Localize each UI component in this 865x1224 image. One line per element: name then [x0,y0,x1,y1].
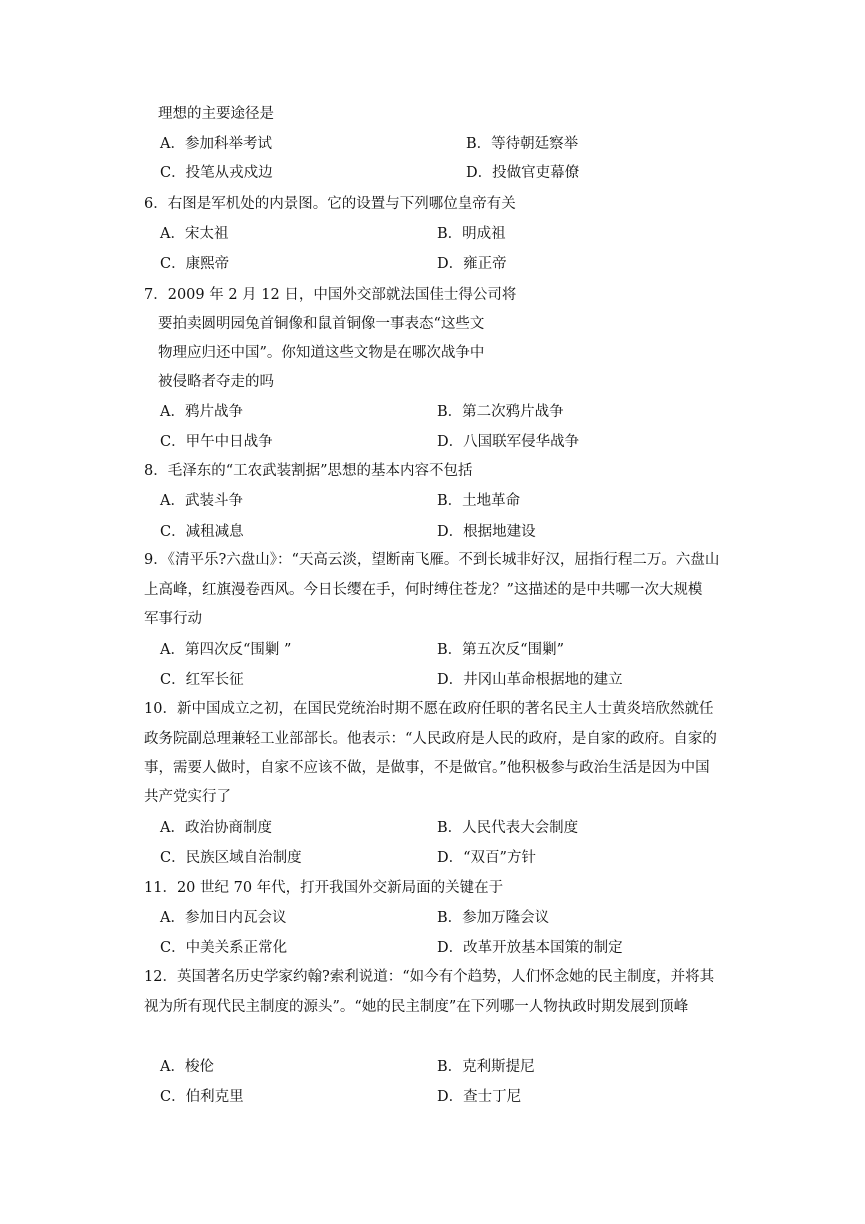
q12-option-c[interactable]: C．伯利克里 [160,1089,244,1105]
q7-option-d[interactable]: D．八国联军侵华战争 [437,434,580,450]
q7-stem-line: 7．2009 年 2 月 12 日，中国外交部就法国佳士得公司将 [144,287,517,303]
q12-stem-line: 12．英国著名历史学家约翰?索利说道：“如今有个趋势，人们怀念她的民主制度，并将其 [144,969,715,985]
q7-stem-line: 被侵略者夺走的吗 [158,374,274,390]
q10-option-b[interactable]: B．人民代表大会制度 [437,820,579,836]
q12-option-a[interactable]: A．梭伦 [160,1059,214,1075]
q12-option-d[interactable]: D．查士丁尼 [437,1089,522,1105]
q5-option-a[interactable]: A．参加科举考试 [160,136,272,152]
q11-stem: 11．20 世纪 70 年代，打开我国外交新局面的关键在于 [144,880,504,896]
q9-stem-line: 9．《清平乐?六盘山》：“天高云淡，望断南飞雁。不到长城非好汉，屈指行程二万。六盘山 [144,552,720,568]
q8-option-c[interactable]: C．减租减息 [160,524,244,540]
q10-stem-line: 10．新中国成立之初，在国民党统治时期不愿在政府任职的著名民主人士黄炎培欣然就任 [144,701,714,717]
q11-option-c[interactable]: C．中美关系正常化 [160,940,288,956]
q11-option-d[interactable]: D．改革开放基本国策的制定 [437,940,623,956]
q8-stem: 8．毛泽东的“工农武装割据”思想的基本内容不包括 [144,463,473,479]
q6-stem: 6．右图是军机处的内景图。它的设置与下列哪位皇帝有关 [144,196,516,212]
q8-option-b[interactable]: B．土地革命 [437,493,521,509]
q7-option-c[interactable]: C．甲午中日战争 [160,434,273,450]
q7-option-b[interactable]: B．第二次鸦片战争 [437,404,564,420]
q9-option-b[interactable]: B．第五次反“围剿” [437,642,564,658]
q7-option-a[interactable]: A．鸦片战争 [160,404,243,420]
q9-stem-line: 上高峰，红旗漫卷西风。今日长缨在手，何时缚住苍龙？”这描述的是中共哪一次大规模 [144,582,703,598]
q9-stem-line: 军事行动 [144,611,202,627]
q11-option-b[interactable]: B．参加万隆会议 [437,910,550,926]
q9-option-c[interactable]: C．红军长征 [160,672,244,688]
q8-option-d[interactable]: D．根据地建设 [437,524,536,540]
q5-option-c[interactable]: C．投笔从戎戍边 [160,165,273,181]
q6-option-d[interactable]: D．雍正帝 [437,256,507,272]
q10-option-c[interactable]: C．民族区域自治制度 [160,850,302,866]
q5-stem-continuation: 理想的主要途径是 [158,106,274,122]
q10-stem-line: 事，需要人做时，自家不应该不做，是做事，不是做官。”他积极参与政治生活是因为中国 [144,760,710,776]
q11-option-a[interactable]: A．参加日内瓦会议 [160,910,287,926]
q10-option-a[interactable]: A．政治协商制度 [160,820,272,836]
q10-option-d[interactable]: D．“双百”方针 [437,850,536,866]
q9-option-d[interactable]: D．井冈山革命根据地的建立 [437,672,623,688]
q10-stem-line: 政务院副总理兼轻工业部部长。他表示：“人民政府是人民的政府，是自家的政府。自家的 [144,731,717,747]
q6-option-a[interactable]: A．宋太祖 [160,226,229,242]
q12-stem-line: 视为所有现代民主制度的源头”。“她的民主制度”在下列哪一人物执政时期发展到顶峰 [144,999,689,1015]
q6-option-c[interactable]: C．康熙帝 [160,256,230,272]
q12-option-b[interactable]: B．克利斯提尼 [437,1059,535,1075]
q9-option-a[interactable]: A．第四次反“围剿 ” [160,642,292,658]
q6-option-b[interactable]: B．明成祖 [437,226,506,242]
q8-option-a[interactable]: A．武装斗争 [160,493,243,509]
q7-stem-line: 物理应归还中国”。你知道这些文物是在哪次战争中 [158,345,485,361]
q5-option-d[interactable]: D．投做官吏幕僚 [466,165,580,181]
q10-stem-line: 共产党实行了 [144,789,231,805]
q7-stem-line: 要拍卖圆明园兔首铜像和鼠首铜像一事表态“这些文 [158,316,485,332]
q5-option-b[interactable]: B．等待朝廷察举 [466,136,579,152]
